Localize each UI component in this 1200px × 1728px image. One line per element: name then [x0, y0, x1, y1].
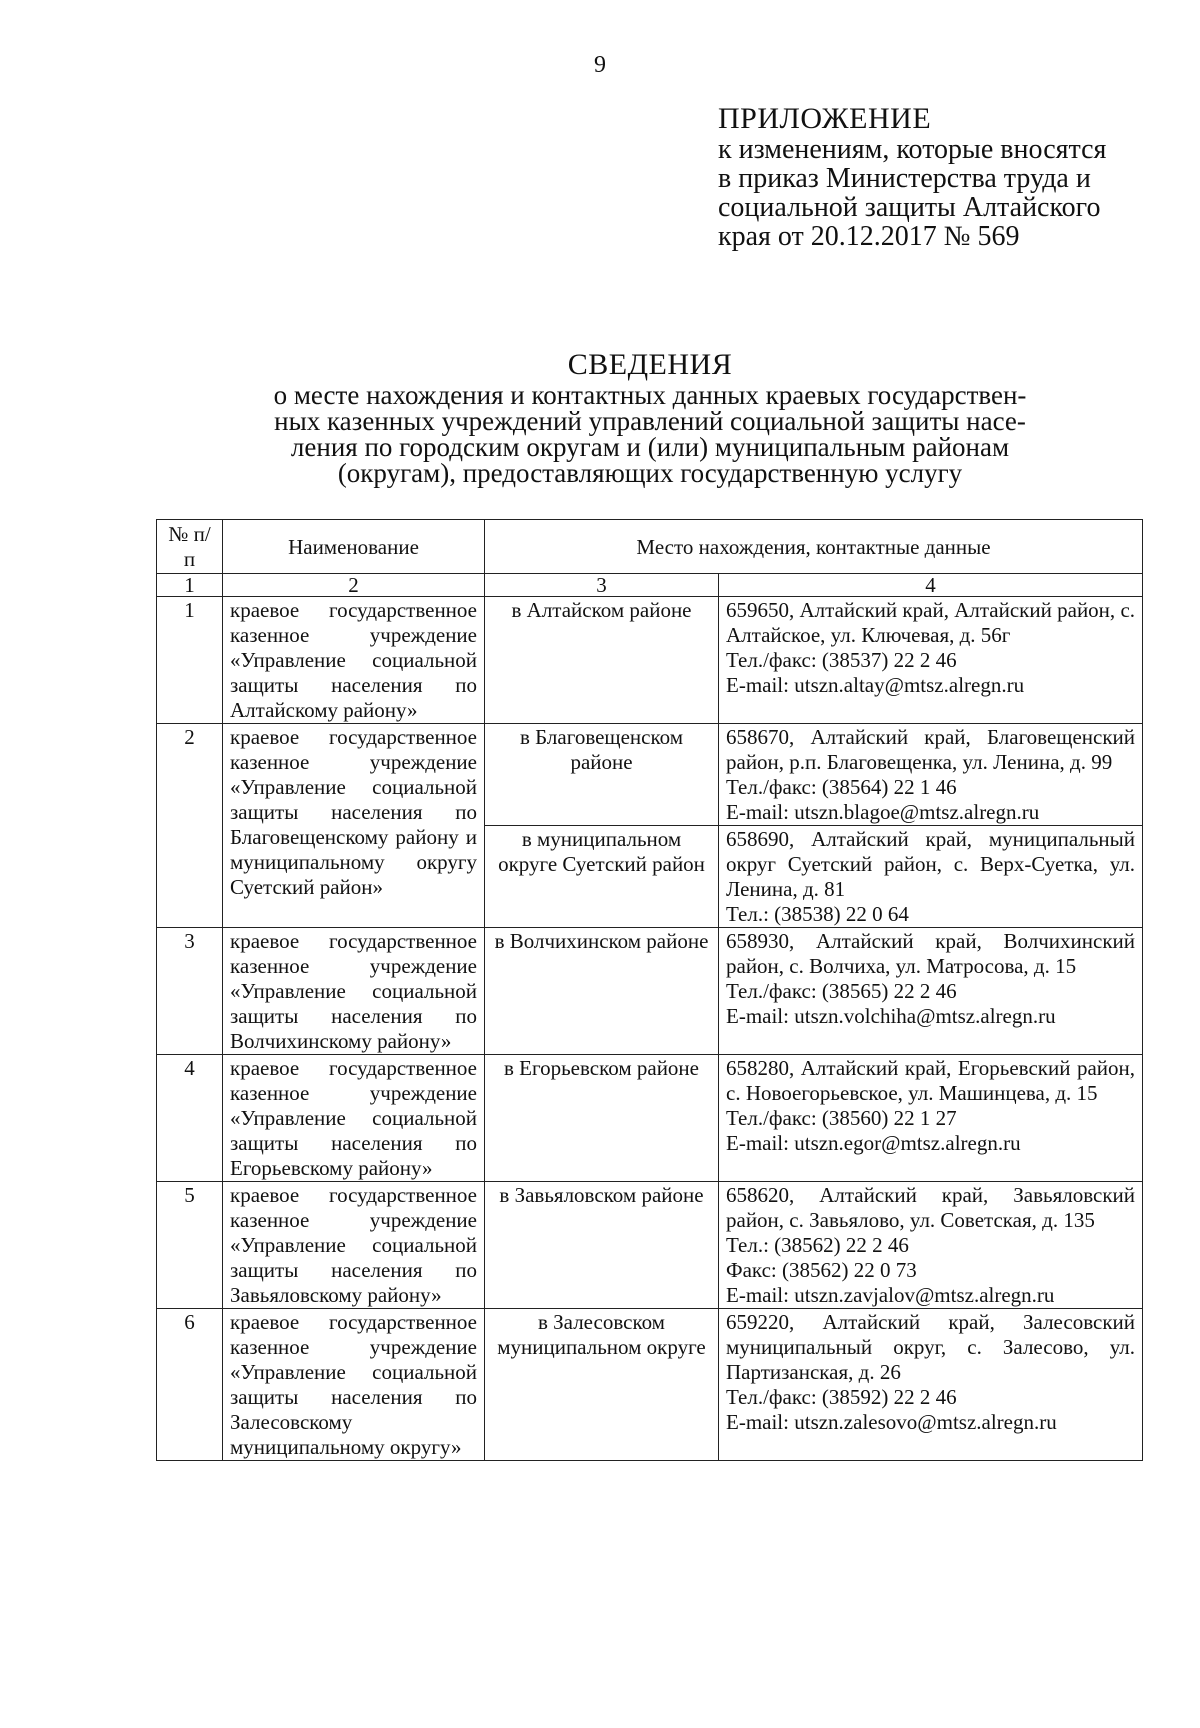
appendix-title: ПРИЛОЖЕНИЕ: [718, 102, 932, 135]
row-number: 4: [157, 1055, 223, 1182]
contact-line: E-mail: utszn.zavjalov@mtsz.alregn.ru: [726, 1283, 1055, 1307]
document-title-block: [200, 348, 1100, 488]
subtitle-line: (округам), предоставляющих государственную услугу: [337, 458, 963, 488]
appendix-line: социальной защиты Алтайского: [718, 192, 1101, 223]
contact-line: Тел./факс: (38565) 22 2 46: [726, 979, 957, 1003]
contact-line: E-mail: utszn.egor@mtsz.alregn.ru: [726, 1131, 1021, 1155]
column-number: 3: [485, 574, 719, 597]
institution-name: краевое государственное казенное учреждение «Управление социальной защиты населения по Залесовскому муниципальному округу»: [223, 1309, 485, 1461]
service-area: в Алтайском районе: [485, 597, 719, 724]
row-number: 5: [157, 1182, 223, 1309]
row-number: 1: [157, 597, 223, 724]
appendix-block: [718, 104, 1158, 251]
service-area: в Залесовском муниципальном округе: [485, 1309, 719, 1461]
contact-line: Тел./факс: (38537) 22 2 46: [726, 648, 957, 672]
row-number: 6: [157, 1309, 223, 1461]
institutions-table: [156, 519, 1143, 1461]
institution-name: краевое государственное казенное учреждение «Управление социальной защиты населения по Волчихинскому району»: [223, 928, 485, 1055]
subtitle-line: ных казенных учреждений управлений социальной защиты насе-: [274, 406, 1026, 436]
contact-line: Тел.: (38538) 22 0 64: [726, 902, 909, 926]
service-area: в Завьяловском районе: [485, 1182, 719, 1309]
contact-line: 658620, Алтайский край, Завьяловский район, с. Завьялово, ул. Советская, д. 135: [726, 1183, 1136, 1232]
contact-line: 658930, Алтайский край, Волчихинский район, с. Волчиха, ул. Матросова, д. 15: [726, 929, 1136, 978]
contact-line: 658280, Алтайский край, Егорьевский район, с. Новоегорьевское, ул. Машинцева, д. 15: [726, 1056, 1136, 1105]
header-name: Наименование: [223, 520, 485, 574]
contact-line: E-mail: utszn.zalesovo@mtsz.alregn.ru: [726, 1410, 1057, 1434]
contact-details: [719, 1309, 1143, 1461]
table-row: [157, 928, 1143, 1055]
column-numbers-row: [157, 574, 1143, 597]
contact-line: Факс: (38562) 22 0 73: [726, 1258, 917, 1282]
page-number: 9: [594, 52, 606, 78]
institution-name: краевое государственное казенное учреждение «Управление социальной защиты населения по Алтайскому району»: [223, 597, 485, 724]
service-area: в Волчихинском районе: [485, 928, 719, 1055]
appendix-line: в приказ Министерства труда и: [718, 163, 1091, 194]
service-area: в муниципальном округе Суетский район: [485, 826, 719, 928]
contact-details: [719, 597, 1143, 724]
header-location: Место нахождения, контактные данные: [485, 520, 1143, 574]
contact-line: Тел.: (38562) 22 2 46: [726, 1233, 909, 1257]
table-row: [157, 724, 1143, 826]
table-row: [157, 1309, 1143, 1461]
appendix-line: края от 20.12.2017 № 569: [718, 221, 1020, 252]
table-row: [157, 1182, 1143, 1309]
contact-line: Тел./факс: (38560) 22 1 27: [726, 1106, 957, 1130]
contact-line: E-mail: utszn.volchiha@mtsz.alregn.ru: [726, 1004, 1056, 1028]
service-area: в Благовещенском районе: [485, 724, 719, 826]
document-heading: СВЕДЕНИЯ: [567, 348, 733, 381]
row-number: 3: [157, 928, 223, 1055]
institution-name: краевое государственное казенное учреждение «Управление социальной защиты населения по Благовещенскому району и муниципальному округу Суетский район»: [223, 724, 485, 928]
contact-line: Тел./факс: (38564) 22 1 46: [726, 775, 957, 799]
contact-details: [719, 826, 1143, 928]
table-row: [157, 1055, 1143, 1182]
column-number: 4: [719, 574, 1143, 597]
table-row: [157, 597, 1143, 724]
column-number: 2: [223, 574, 485, 597]
contact-details: [719, 724, 1143, 826]
subtitle-line: ления по городским округам и (или) муниципальным районам: [290, 432, 1010, 462]
row-number: 2: [157, 724, 223, 928]
contact-line: E-mail: utszn.blagoe@mtsz.alregn.ru: [726, 800, 1040, 824]
contact-details: [719, 1182, 1143, 1309]
table-header-row: [157, 520, 1143, 574]
contact-details: [719, 1055, 1143, 1182]
contact-line: Тел./факс: (38592) 22 2 46: [726, 1385, 957, 1409]
column-number: 1: [157, 574, 223, 597]
contact-details: [719, 928, 1143, 1055]
appendix-line: к изменениям, которые вносятся: [718, 134, 1107, 165]
contact-line: 658690, Алтайский край, муниципальный округ Суетский район, с. Верх-Суетка, ул. Ленина, д. 81: [726, 827, 1136, 901]
service-area: в Егорьевском районе: [485, 1055, 719, 1182]
contact-line: 658670, Алтайский край, Благовещенский район, р.п. Благовещенка, ул. Ленина, д. 99: [726, 725, 1136, 774]
institution-name: краевое государственное казенное учреждение «Управление социальной защиты населения по Егорьевскому району»: [223, 1055, 485, 1182]
contact-line: 659650, Алтайский край, Алтайский район, с. Алтайское, ул. Ключевая, д. 56г: [726, 598, 1136, 647]
contact-line: 659220, Алтайский край, Залесовский муниципальный округ, с. Залесово, ул. Партизанская, д. 26: [726, 1310, 1136, 1384]
contact-line: E-mail: utszn.altay@mtsz.alregn.ru: [726, 673, 1025, 697]
header-num: № п/п: [157, 520, 223, 574]
subtitle-line: о месте нахождения и контактных данных краевых государствен-: [273, 380, 1027, 410]
institution-name: краевое государственное казенное учреждение «Управление социальной защиты населения по Завьяловскому району»: [223, 1182, 485, 1309]
